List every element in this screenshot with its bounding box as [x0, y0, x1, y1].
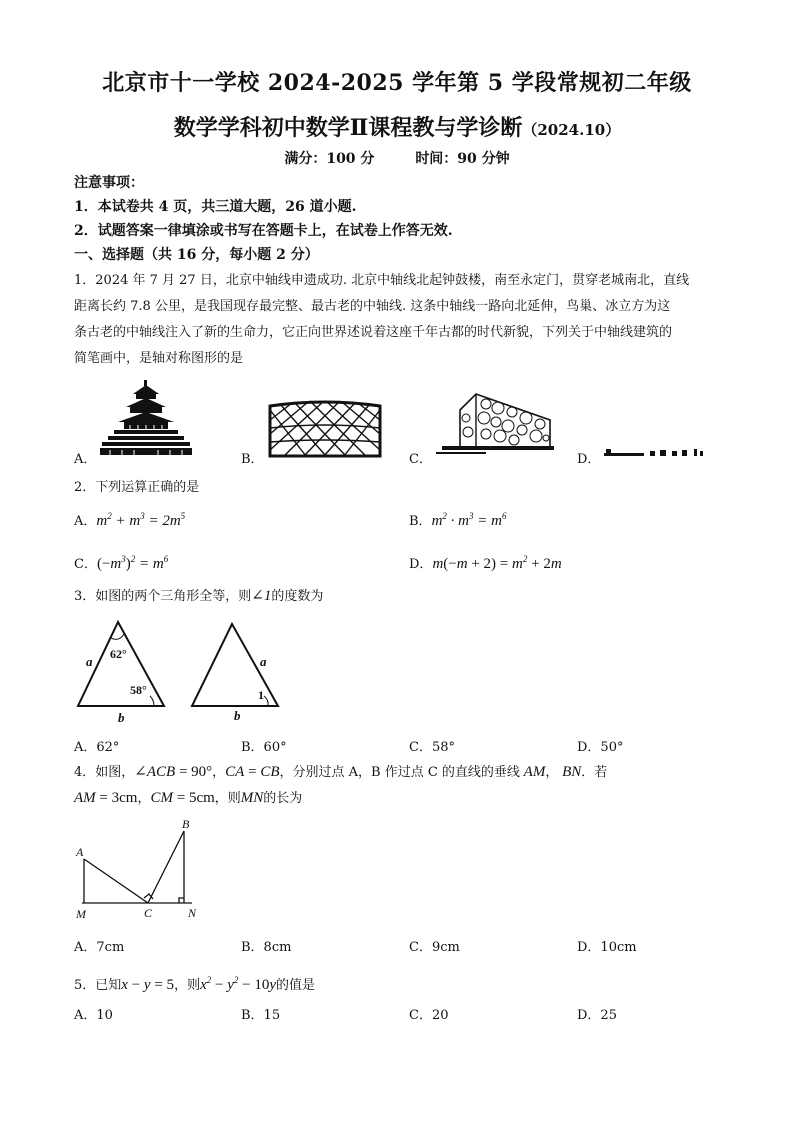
q2-option-a[interactable] — [74, 510, 185, 530]
q4-am-value: AM = 3cm — [74, 790, 138, 806]
q4-point-m: M — [76, 907, 86, 921]
q4-mn: MN — [240, 790, 264, 806]
q4-am: AM — [519, 764, 546, 780]
q3-angle-58: 58° — [130, 683, 147, 697]
q5-stem — [74, 970, 734, 996]
exam-date: （2024.10） — [522, 121, 621, 139]
q4-line2-a: ， — [137, 791, 151, 806]
q4-point-b: B — [182, 817, 190, 831]
q4-geometry-figure — [74, 816, 214, 924]
q1-line-3: 条古老的中轴线注入了新的生命力，它正向世界述说着这座千年古都的时代新貌，下列关于中轴线建筑的 — [74, 325, 673, 340]
q4-line2-c: 的长为 — [263, 791, 303, 806]
q3-option-b[interactable]: B．60° — [241, 740, 287, 755]
q5-option-a[interactable]: A．10 — [74, 1008, 113, 1023]
q5-option-d[interactable]: D．25 — [577, 1008, 617, 1023]
q3-option-a[interactable]: A．62° — [74, 740, 120, 755]
q1-line-1: 1．2024 年 7 月 27 日，北京中轴线申遗成功. 北京中轴线北起钟鼓楼，南至永定门，贯穿老城南北，直线 — [74, 273, 690, 288]
q4-line1-a: 4．如图， — [74, 765, 135, 780]
note-item-1: 1．本试卷共 4 页，共三道大题，26 道小题. — [74, 199, 357, 215]
q5-option-c[interactable]: C．20 — [409, 1008, 449, 1023]
full-score: 满分：100 分 — [284, 151, 375, 167]
q2-option-c-label: C． — [74, 557, 97, 572]
q4-option-b[interactable]: B．8cm — [241, 940, 292, 955]
exam-title-line1: 北京市十一学校 2024-2025 学年第 5 学段常规初二年级 — [102, 70, 692, 96]
q4-ca-eq-cb: CA = CB — [225, 764, 280, 780]
q3-stem — [74, 586, 734, 607]
q4-line-2 — [74, 788, 734, 809]
q3-stem-angle: ∠1 — [251, 588, 272, 604]
q4-option-a[interactable]: A．7cm — [74, 940, 125, 955]
q4-line-1 — [74, 762, 734, 783]
q5-option-b[interactable]: B．15 — [241, 1008, 281, 1023]
water-cube-image — [436, 390, 554, 460]
q4-bn: BN — [558, 764, 582, 780]
q3-label-b-right: b — [234, 708, 241, 723]
q3-stem-suffix: 的度数为 — [271, 589, 324, 604]
q4-option-d[interactable]: D．10cm — [577, 940, 637, 955]
q3-triangles-figure — [74, 618, 294, 726]
q2-option-d-label: D． — [409, 557, 433, 572]
q3-option-c[interactable]: C．58° — [409, 740, 455, 755]
q1-option-a[interactable]: A． — [74, 452, 97, 467]
q5-stem-a: 5．已知 — [74, 978, 122, 993]
q1-line-2: 距离长约 7.8 公里，是我国现存最完整、最古老的中轴线. 这条中轴线一路向北延伸，鸟巢、冰立方为这 — [74, 299, 671, 314]
q5-expression: $x^2 - y^2 - 10y$ — [200, 975, 277, 993]
q4-line1-d: ， — [545, 765, 559, 780]
birds-nest-image — [266, 398, 384, 460]
notes-heading: 注意事项： — [74, 175, 144, 191]
q2-option-a-formula: $m^2 + m^3 = 2m^5$ — [96, 511, 186, 529]
q4-point-n: N — [188, 906, 197, 920]
q5-condition: x − y = 5 — [121, 977, 175, 993]
temple-of-heaven-image — [100, 380, 192, 460]
q2-option-b-label: B． — [409, 514, 432, 529]
q2-option-b-formula: $m^2 \cdot m^3 = m^6$ — [431, 511, 507, 529]
q2-option-d-formula: $m(-m + 2) = m^2 + 2m$ — [432, 554, 562, 572]
q2-option-d[interactable] — [409, 553, 562, 573]
q5-stem-b: ，则 — [174, 978, 201, 993]
q1-option-b[interactable]: B． — [241, 452, 264, 467]
exam-title-line2 — [0, 111, 794, 142]
q4-cm-value: CM = 5cm — [150, 790, 215, 806]
q3-label-a-left: a — [86, 654, 93, 669]
note-item-2: 2．试题答案一律填涂或书写在答题卡上，在试卷上作答无效. — [74, 223, 453, 239]
q2-stem: 2．下列运算正确的是 — [74, 480, 200, 495]
q4-line1-e: ．若 — [581, 765, 608, 780]
exam-meta — [0, 148, 794, 168]
q3-angle-1: 1 — [258, 688, 264, 702]
q4-point-c: C — [144, 906, 153, 920]
exam-subject: 数学学科初中数学Ⅱ课程教与学诊断 — [173, 115, 523, 141]
q2-option-a-label: A． — [74, 514, 97, 529]
q4-point-a: A — [76, 845, 84, 859]
q3-stem-prefix: 3．如图的两个三角形全等，则 — [74, 589, 252, 604]
q4-line1-b: ， — [212, 765, 226, 780]
q3-label-b-left: b — [118, 710, 125, 725]
q3-angle-62: 62° — [110, 647, 127, 661]
central-axis-image — [604, 446, 704, 460]
q1-line-4: 简笔画中，是轴对称图形的是 — [74, 351, 244, 366]
q1-option-d[interactable]: D． — [577, 452, 601, 467]
q2-option-b[interactable] — [409, 510, 506, 530]
q2-option-c[interactable] — [74, 553, 168, 573]
q5-stem-c: 的值是 — [276, 978, 316, 993]
q1-option-c[interactable]: C． — [409, 452, 432, 467]
q4-line2-b: ，则 — [214, 791, 241, 806]
q3-option-d[interactable]: D．50° — [577, 740, 624, 755]
q2-option-c-formula: $(-m^3)^2 = m^6$ — [96, 554, 169, 572]
q4-option-c[interactable]: C．9cm — [409, 940, 460, 955]
q4-line1-c: ，分别过点 A，B 作过点 C 的直线的垂线 — [279, 765, 520, 780]
exam-time: 时间：90 分钟 — [415, 151, 510, 167]
section-1-heading: 一、选择题（共 16 分，每小题 2 分） — [74, 247, 319, 263]
q4-angle-acb: ∠ACB = 90° — [134, 764, 213, 780]
q3-label-a-right: a — [260, 654, 267, 669]
